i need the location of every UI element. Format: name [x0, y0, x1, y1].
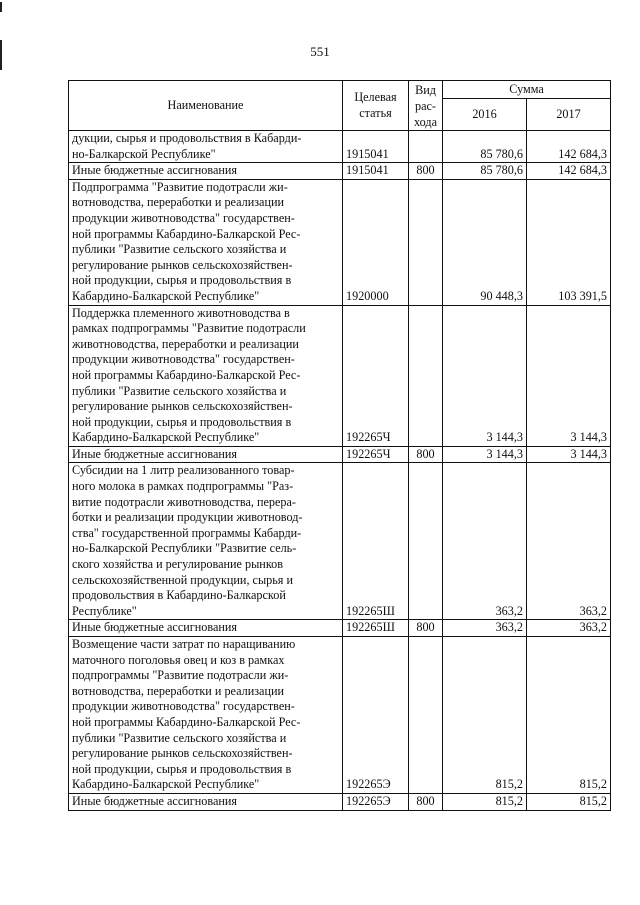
row-sum-2016: 815,2	[443, 637, 527, 794]
row-sum-2017: 103 391,5	[527, 179, 611, 305]
row-sum-2016: 90 448,3	[443, 179, 527, 305]
table-row	[69, 163, 611, 180]
table-row	[69, 305, 611, 446]
table-header	[69, 81, 611, 131]
row-kind: 800	[409, 163, 443, 180]
row-name: Иные бюджетные ассигнования	[69, 446, 343, 463]
row-sum-2017: 142 684,3	[527, 163, 611, 180]
row-target: 1920000	[343, 179, 409, 305]
row-target: 1915041	[343, 131, 409, 163]
row-target: 192265Ш	[343, 463, 409, 620]
row-kind	[409, 131, 443, 163]
row-sum-2017: 815,2	[527, 637, 611, 794]
table-row	[69, 793, 611, 810]
row-kind	[409, 463, 443, 620]
row-sum-2016: 815,2	[443, 793, 527, 810]
row-target: 192265Ш	[343, 620, 409, 637]
row-sum-2017: 363,2	[527, 620, 611, 637]
row-kind: 800	[409, 793, 443, 810]
row-kind	[409, 179, 443, 305]
row-target: 192265Ч	[343, 305, 409, 446]
row-target: 1915041	[343, 163, 409, 180]
header-kind: Вид рас- хода	[409, 81, 443, 131]
table-row	[69, 620, 611, 637]
row-target: 192265Ч	[343, 446, 409, 463]
row-sum-2017: 3 144,3	[527, 305, 611, 446]
row-name: Иные бюджетные ассигнования	[69, 620, 343, 637]
row-name: дукции, сырья и продовольствия в Кабарди- но-Балкарской Республике"	[69, 131, 343, 163]
table-row	[69, 179, 611, 305]
row-sum-2016: 3 144,3	[443, 305, 527, 446]
row-name: Подпрограмма "Развитие подотрасли жи- вотноводства, переработки и реализации продукции животноводства" государствен- ной программы Кабардино-Балкарской Рес- публики "Развитие сельского хозяйства и регулирование рынков сельскохозяйствен- ной продукции, сырья и продовольствия в Кабардино-Балкарской Республике"	[69, 179, 343, 305]
scan-edge-mark	[0, 2, 2, 12]
row-kind	[409, 305, 443, 446]
row-sum-2017: 3 144,3	[527, 446, 611, 463]
row-name: Субсидии на 1 литр реализованного товар- ного молока в рамках подпрограммы "Раз- витие подотрасли животноводства, перера- ботки и реализации продукции животновод- ства" государственной программы Кабарди- но-Балкарской Республики "Развитие сель- ского хозяйства и регулирование рынков сельскохозяйственной продукции, сырья и продовольствия в Кабардино-Балкарской Республике"	[69, 463, 343, 620]
table-body	[69, 131, 611, 811]
budget-table	[68, 80, 611, 811]
row-sum-2017: 815,2	[527, 793, 611, 810]
header-name: Наименование	[69, 81, 343, 131]
row-name: Поддержка племенного животноводства в рамках подпрограммы "Развитие подотрасли животноводства, переработки и реализации продукции животноводства" государствен- ной программы Кабардино-Балкарской Рес- публики "Развитие сельского хозяйства и регулирование рынков сельскохозяйствен- ной продукции, сырья и продовольствия в Кабардино-Балкарской Республике"	[69, 305, 343, 446]
header-year-2017: 2017	[527, 99, 611, 131]
row-kind: 800	[409, 620, 443, 637]
row-target: 192265Э	[343, 637, 409, 794]
row-sum-2016: 3 144,3	[443, 446, 527, 463]
row-name: Возмещение части затрат по наращиванию маточного поголовья овец и коз в рамках подпрограммы "Развитие подотрасли жи- вотноводства, переработки и реализации продукции животноводства" государствен- ной программы Кабардино-Балкарской Рес- публики "Развитие сельского хозяйства и регулирование рынков сельскохозяйствен- ной продукции, сырья и продовольствия в Кабардино-Балкарской Республике"	[69, 637, 343, 794]
header-year-2016: 2016	[443, 99, 527, 131]
table-row	[69, 637, 611, 794]
row-sum-2017: 363,2	[527, 463, 611, 620]
table-row	[69, 131, 611, 163]
row-target: 192265Э	[343, 793, 409, 810]
table-row	[69, 463, 611, 620]
row-name: Иные бюджетные ассигнования	[69, 793, 343, 810]
row-kind: 800	[409, 446, 443, 463]
row-sum-2016: 85 780,6	[443, 163, 527, 180]
row-sum-2016: 363,2	[443, 463, 527, 620]
table-row	[69, 446, 611, 463]
header-target: Целевая статья	[343, 81, 409, 131]
row-name: Иные бюджетные ассигнования	[69, 163, 343, 180]
row-sum-2016: 363,2	[443, 620, 527, 637]
page-number: 551	[310, 44, 330, 59]
row-sum-2017: 142 684,3	[527, 131, 611, 163]
header-sum: Сумма	[443, 81, 611, 99]
row-sum-2016: 85 780,6	[443, 131, 527, 163]
row-kind	[409, 637, 443, 794]
